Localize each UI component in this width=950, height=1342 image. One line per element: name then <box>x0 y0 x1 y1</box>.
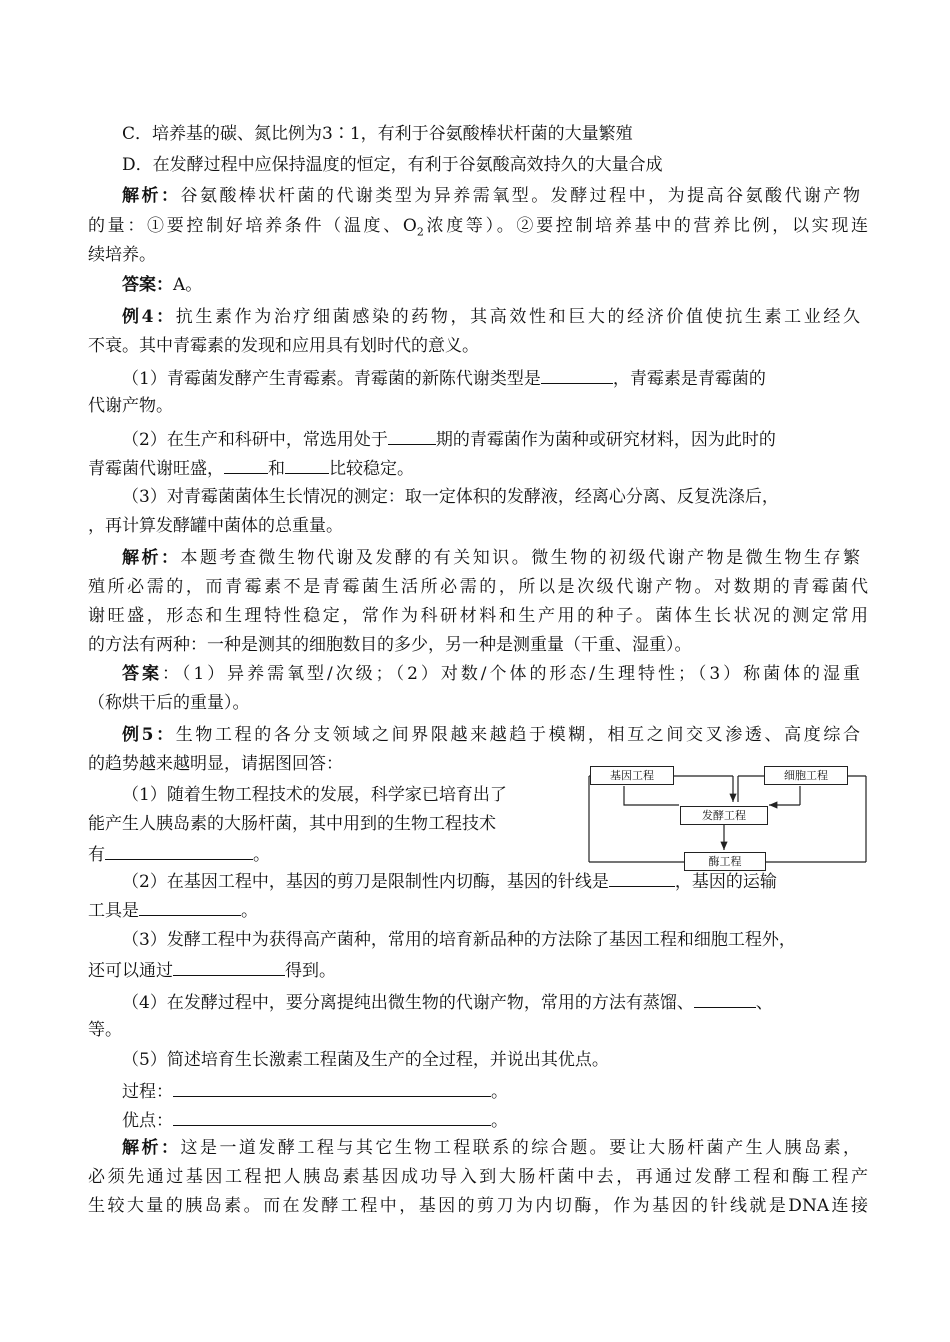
answer-label: 答案： <box>122 275 173 295</box>
analysis-line: 生较大量的胰岛素。而在发酵工程中，基因的剪刀为内切酶，作为基因的针线就是DNA连接 <box>88 1196 868 1216</box>
question-text: ，青霉素是青霉菌的 <box>612 369 766 389</box>
analysis-text: 本题考查微生物代谢及发酵的有关知识。微生物的初级代谢产物是微生物生存繁 <box>180 548 861 568</box>
analysis-line: 续培养。 <box>88 245 156 265</box>
advantage-line <box>122 1109 902 1131</box>
example-text: 生物工程的各分支领域之间界限越来越趋于模糊，相互之间交叉渗透、高度综合 <box>175 725 860 745</box>
question-line: ，再计算发酵罐中菌体的总重量。 <box>88 516 343 536</box>
question-line <box>122 428 902 450</box>
question-line: （3）对青霉菌菌体生长情况的测定：取一定体积的发酵液，经离心分离、反复洗涤后， <box>122 487 779 507</box>
question-line: （3）发酵工程中为获得高产菌种，常用的培育新品种的方法除了基因工程和细胞工程外， <box>122 930 796 950</box>
answer-blank[interactable] <box>173 1080 491 1097</box>
answer-blank[interactable] <box>173 1109 491 1126</box>
analysis-text: 谷氨酸棒状杆菌的代谢类型为异养需氧型。发酵过程中，为提高谷氨酸代谢产物 <box>180 186 861 206</box>
question-line: 等。 <box>88 1020 122 1040</box>
question-text: 。 <box>491 1082 508 1102</box>
question-line <box>88 899 868 921</box>
question-text: （2）在基因工程中，基因的剪刀是限制性内切酶，基因的针线是 <box>122 872 609 892</box>
question-line: （1）随着生物工程技术的发展，科学家已培育出了 <box>122 785 507 805</box>
answer-line <box>122 275 902 295</box>
process-line <box>122 1080 902 1102</box>
answer-line: （称烘干后的重量）。 <box>88 693 250 713</box>
answer-blank[interactable] <box>388 428 436 445</box>
subscript: 2 <box>416 225 424 239</box>
option-c: C．培养基的碳、氮比例为3∶1，有利于谷氨酸棒状杆菌的大量繁殖 <box>122 124 633 144</box>
question-text: 。 <box>241 901 258 921</box>
analysis-line <box>122 186 860 206</box>
option-d: D．在发酵过程中应保持温度的恒定，有利于谷氨酸高效持久的大量合成 <box>122 155 663 175</box>
question-text: 期的青霉菌作为菌种或研究材料，因为此时的 <box>435 430 776 450</box>
analysis-line: 必须先通过基因工程把人胰岛素基因成功导入到大肠杆菌中去，再通过发酵工程和酶工程产 <box>88 1167 868 1187</box>
question-text: ，基因的运输 <box>674 872 777 892</box>
analysis-label: 解析： <box>122 1138 181 1158</box>
example-label: 例4： <box>122 307 176 327</box>
gene-engineering-box: 基因工程 <box>590 766 674 785</box>
analysis-label: 解析： <box>122 186 181 206</box>
answer-blank[interactable] <box>609 870 675 887</box>
advantage-label: 优点： <box>122 1111 173 1131</box>
analysis-line <box>122 1138 860 1158</box>
analysis-line <box>88 216 868 242</box>
answer-blank[interactable] <box>173 959 285 976</box>
cell-engineering-box: 细胞工程 <box>764 766 848 785</box>
answer-blank[interactable] <box>285 457 329 474</box>
answer-blank[interactable] <box>139 899 241 916</box>
answer-label: 答案 <box>122 664 162 684</box>
analysis-line: 殖所必需的，而青霉素不是青霉菌生活所必需的，所以是次级代谢产物。对数期的青霉菌代 <box>88 577 868 597</box>
question-text: 比较稳定。 <box>329 459 414 479</box>
question-text: （4）在发酵过程中，要分离提纯出微生物的代谢产物，常用的方法有蒸馏、 <box>122 993 694 1013</box>
question-line: 代谢产物。 <box>88 396 173 416</box>
question-line <box>88 959 868 981</box>
question-text: （2）在生产和科研中，常选用处于 <box>122 430 388 450</box>
example-5-line <box>122 725 860 745</box>
question-line <box>122 870 902 892</box>
example-4-line: 不衰。其中青霉素的发现和应用具有划时代的意义。 <box>88 336 479 356</box>
analysis-label: 解析： <box>122 548 181 568</box>
fermentation-engineering-box: 发酵工程 <box>680 806 768 825</box>
answer-line <box>122 664 860 684</box>
analysis-text: 这是一道发酵工程与其它生物工程联系的综合题。要让大肠杆菌产生人胰岛素， <box>180 1138 861 1158</box>
example-text: 抗生素作为治疗细菌感染的药物，其高效性和巨大的经济价值使抗生素工业经久 <box>175 307 860 327</box>
question-text: 青霉菌代谢旺盛， <box>88 459 224 479</box>
question-text: 有 <box>88 845 105 865</box>
answer-text: ：（1）异养需氧型/次级；（2）对数/个体的形态/生理特性；（3）称菌体的湿重 <box>161 664 860 684</box>
question-text: 还可以通过 <box>88 961 173 981</box>
question-text: 和 <box>268 459 285 479</box>
question-line: 能产生人胰岛素的大肠杆菌，其中用到的生物工程技术 <box>88 814 496 834</box>
answer-blank[interactable] <box>224 457 268 474</box>
analysis-text: 浓度等）。②要控制培养基中的营养比例，以实现连 <box>423 216 869 236</box>
question-text: 、 <box>755 993 773 1013</box>
question-line <box>122 367 902 389</box>
example-5-line: 的趋势越来越明显，请据图回答： <box>88 754 343 774</box>
analysis-line: 的方法有两种：一种是测其的细胞数目的多少，另一种是测重量（干重、湿重）。 <box>88 635 692 655</box>
analysis-text: 的量：①要控制好培养条件（温度、O <box>88 216 417 236</box>
answer-text: A。 <box>173 275 203 295</box>
answer-blank[interactable] <box>694 991 756 1008</box>
answer-blank[interactable] <box>105 843 253 860</box>
question-text: 得到。 <box>285 961 336 981</box>
question-line <box>122 991 902 1013</box>
analysis-line: 谢旺盛，形态和生理特性稳定，常作为科研材料和生产用的种子。菌体生长状况的测定常用 <box>88 606 868 626</box>
question-text: 工具是 <box>88 901 139 921</box>
answer-blank[interactable] <box>541 367 613 384</box>
enzyme-engineering-box: 酶工程 <box>684 852 766 871</box>
process-label: 过程： <box>122 1082 173 1102</box>
example-4-line <box>122 307 860 327</box>
example-label: 例5： <box>122 725 176 745</box>
question-line <box>88 457 868 479</box>
question-text: 。 <box>253 845 270 865</box>
question-line: （5）简述培育生长激素工程菌及生产的全过程，并说出其优点。 <box>122 1050 609 1070</box>
question-text: 。 <box>491 1111 508 1131</box>
question-text: （1）青霉菌发酵产生青霉素。青霉菌的新陈代谢类型是 <box>122 369 541 389</box>
analysis-line <box>122 548 860 568</box>
bioengineering-diagram <box>584 762 870 870</box>
